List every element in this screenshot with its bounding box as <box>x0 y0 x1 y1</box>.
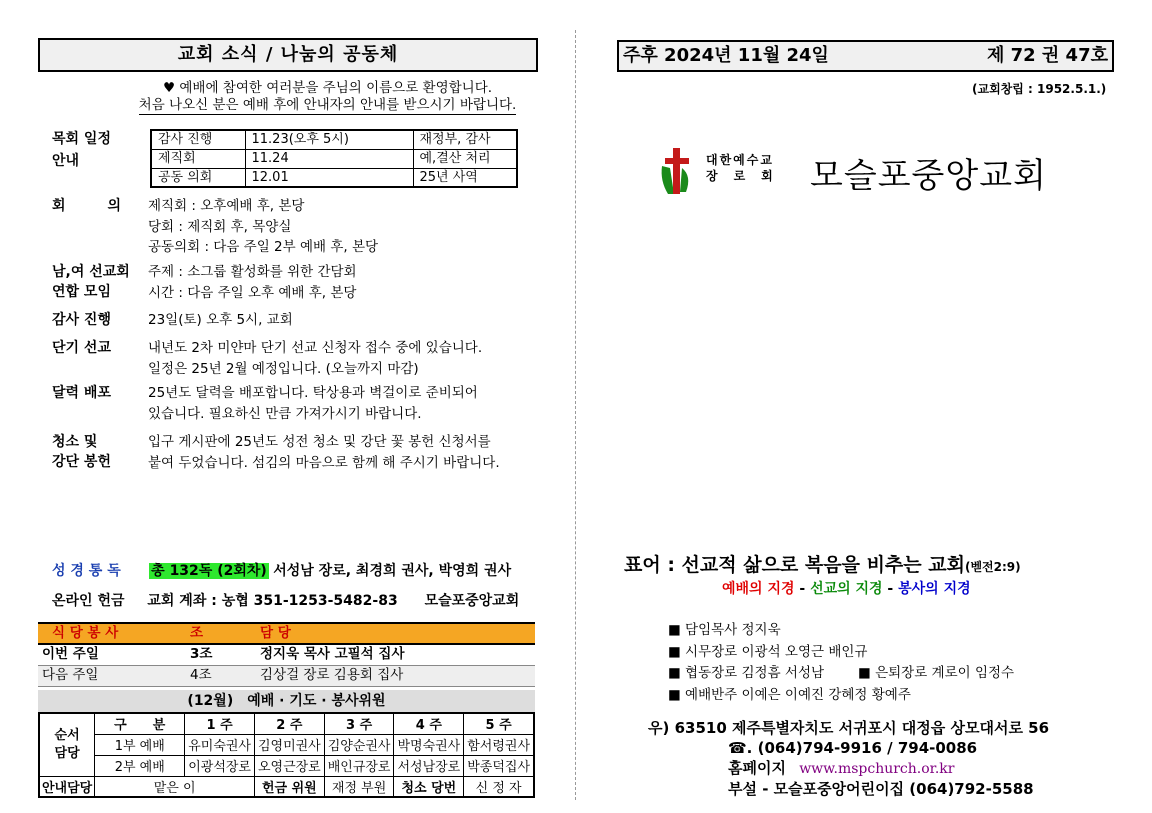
calendar-label: 달력 배포 <box>52 385 111 401</box>
list-item: ■ 담임목사 정지욱 <box>668 622 781 638</box>
news-section-title: 교회 소식 / 나눔의 공동체 <box>38 38 538 72</box>
founded-date: (교회창립 : 1952.5.1.) <box>972 82 1107 96</box>
mission-label: 남,여 선교회 연합 모임 <box>52 264 130 300</box>
list-item: ■ 협동장로 김정흠 서성남 ■ 은퇴장로 계로이 임정수 <box>668 665 1015 681</box>
welcome-line-2: 처음 나오신 분은 예배 후에 안내자의 안내를 받으시기 바랍니다. <box>138 97 517 113</box>
online-offering <box>52 590 519 610</box>
bible-reading-label: 성 경 통 독 <box>52 563 121 579</box>
cleaning-label: 청소 및 강단 봉헌 <box>52 434 111 470</box>
calendar-details: 25년도 달력을 배포합니다. 탁상용과 벽걸이로 준비되어 있습니다. 필요하신 만큼 가져가시기 바랍니다. <box>148 385 478 422</box>
duty-table <box>38 712 535 798</box>
cleaning-details: 입구 게시판에 25년도 성전 청소 및 강단 꽃 봉헌 신청서를 붙여 두었습니다. 섬김의 마음으로 함께 해 주시기 바랍니다. <box>148 434 500 471</box>
church-cross-logo-icon <box>658 146 694 196</box>
mission-details: 주제 : 소그룹 활성화를 위한 간담회 시간 : 다음 주일 오후 예배 후, 본당 <box>148 264 357 301</box>
meeting-details: 제직회 : 오후예배 후, 본당 당회 : 제직회 후, 목양실 공동의회 : 다음 주일 2부 예배 후, 본당 <box>148 198 379 255</box>
welcome-message <box>115 80 540 114</box>
bulletin-date: 주후 2024년 11월 24일 <box>623 45 829 66</box>
bulletin-header <box>617 40 1114 72</box>
table-row: 제직회 11.24 예,결산 처리 <box>151 149 517 168</box>
meeting-label: 회 의 <box>52 198 122 214</box>
church-address <box>648 718 1049 799</box>
bible-reading-count: 총 132독 (2회차) <box>151 563 267 579</box>
staff-list <box>668 620 1014 706</box>
table-header: 순서 담당 구 분 1 주 2 주 3 주 4 주 5 주 <box>39 713 534 734</box>
kindergarten-info: 부설 - 모슬포중앙어린이집 (064)792-5588 <box>728 780 1034 798</box>
heart-icon: ♥ <box>162 80 180 96</box>
online-offering-label: 온라인 헌금 <box>52 593 125 609</box>
page-divider <box>575 30 576 800</box>
duty-order-label: 순서 담당 <box>39 713 95 776</box>
list-item: ■ 예배반주 이예은 이예진 강혜정 황예주 <box>668 686 911 703</box>
church-name: 모슬포중앙교회 <box>810 156 1047 196</box>
thanks-details: 23일(토) 오후 5시, 교회 <box>148 312 293 328</box>
table-row: 공동 의회 12.01 25년 사역 <box>151 168 517 187</box>
postal-address: 우) 63510 제주특별자치도 서귀포시 대정읍 상모대서로 56 <box>648 719 1050 737</box>
table-header: 식 당 봉 사 조 담 당 <box>38 623 535 644</box>
table-row: 안내담당 맡은 이 헌금 위원 재정 부원 청소 당번 신 정 자 <box>39 776 534 797</box>
bulletin-volume: 제 72 권 47호 <box>986 45 1108 66</box>
meal-service-table <box>38 622 535 687</box>
bible-reading-names: 서성남 장로, 최경희 권사, 박영희 권사 <box>273 563 512 579</box>
table-row: 2부 예배 이광석장로 오영근장로 배인규장로 서성남장로 박종덕집사 <box>39 755 534 776</box>
thanks-label: 감사 진행 <box>52 312 111 328</box>
homepage-link[interactable]: www.mspchurch.or.kr <box>799 761 955 777</box>
welcome-line-1: 예배에 참여한 여러분을 주님의 이름으로 환영합니다. <box>179 80 493 96</box>
table-row: 다음 주일 4조 김상걸 장로 김용회 집사 <box>38 665 535 686</box>
church-motto: 표어 : 선교적 삶으로 복음을 비추는 교회(벧전2:9) <box>624 554 1021 576</box>
phone-number: ☎. (064)794-9916 / 794-0086 <box>728 739 978 757</box>
short-mission-details: 내년도 2차 미얀마 단기 선교 신청자 접수 중에 있습니다. 일정은 25년 2월 예정입니다. (오늘까지 마감) <box>148 340 483 377</box>
bible-reading <box>52 560 511 580</box>
schedule-label: 목회 일정 안내 <box>52 131 111 169</box>
online-offering-church: 모슬포중앙교회 <box>424 593 520 609</box>
short-mission-label: 단기 선교 <box>52 340 111 356</box>
homepage-label: 홈페이지 <box>728 759 786 777</box>
table-row: 1부 예배 유미숙권사 김영미권사 김양순권사 박명숙권사 함서령권사 <box>39 734 534 755</box>
table-row: 감사 진행 11.23(오후 5시) 재정부, 감사 <box>151 130 517 149</box>
denomination-name: 대한예수교 장 로 회 <box>706 153 775 183</box>
sub-motto: 예배의 지경 - 선교의 지경 - 봉사의 지경 <box>722 581 971 597</box>
online-offering-account: 교회 계좌 : 농협 351-1253-5482-83 <box>147 593 398 609</box>
duty-table-title: (12월) 예배 · 기도 · 봉사위원 <box>38 690 535 712</box>
list-item: ■ 시무장로 이광석 오영근 배인규 <box>668 643 868 660</box>
table-row: 이번 주일 3조 정지욱 목사 고필석 집사 <box>38 644 535 665</box>
schedule-table <box>150 129 518 188</box>
